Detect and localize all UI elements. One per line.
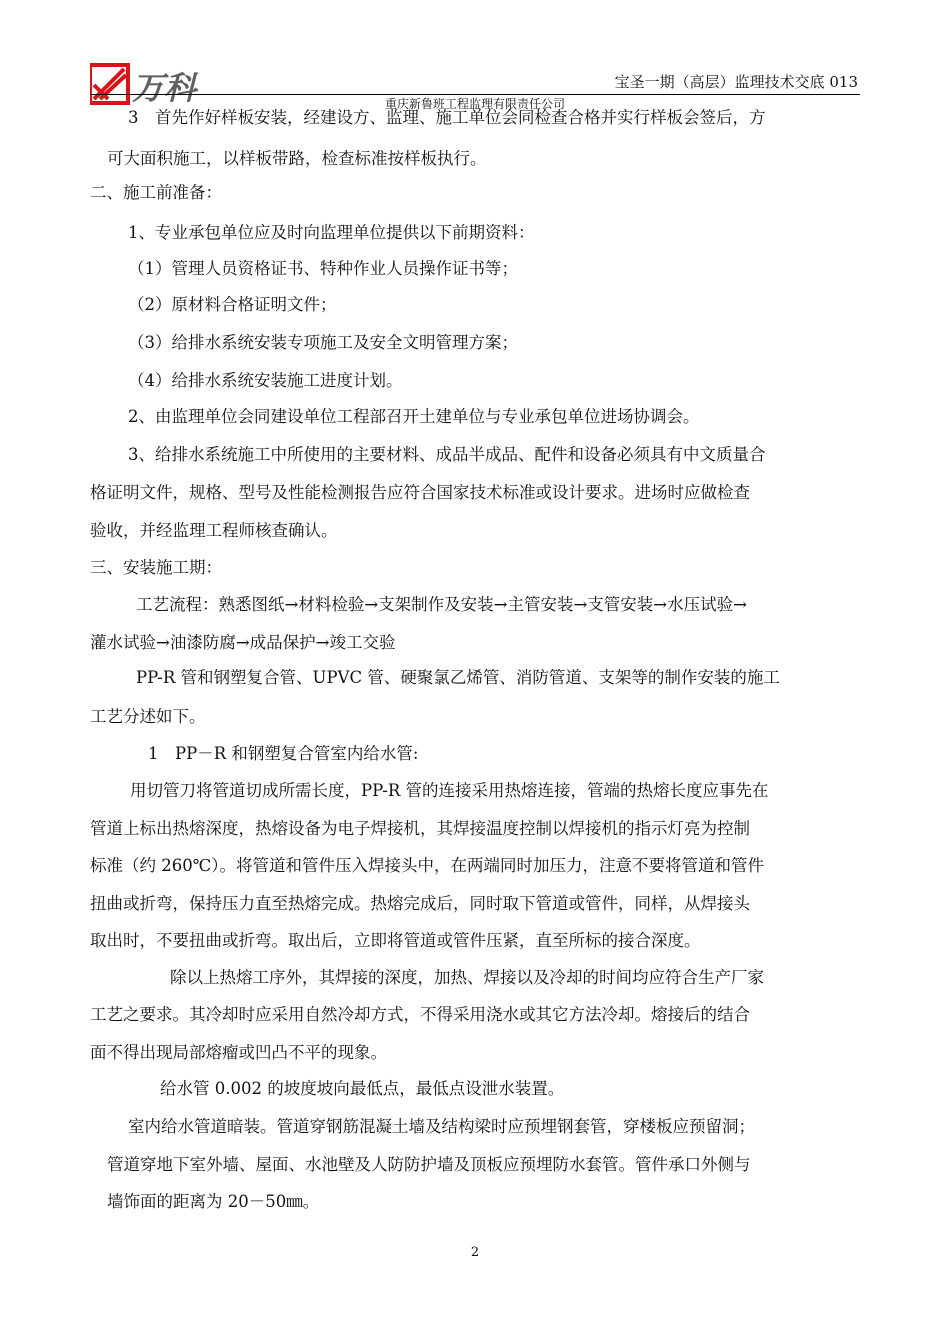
body-line: 2、由监理单位会同建设单位工程部召开土建单位与专业承包单位进场协调会。	[128, 407, 700, 426]
body-line: 工艺之要求。其冷却时应采用自然冷却方式，不得采用浇水或其它方法冷却。熔接后的结合	[90, 1005, 750, 1024]
body-line: 3、给排水系统施工中所使用的主要材料、成品半成品、配件和设备必须具有中文质量合	[128, 445, 766, 464]
company-name: 重庆新鲁班工程监理有限责任公司	[384, 97, 565, 111]
body-line: 墙饰面的距离为 20－50㎜。	[107, 1192, 320, 1211]
logo-text: 万科	[132, 69, 197, 107]
body-line: 室内给水管道暗装。管道穿钢筋混凝土墙及结构梁时应预埋钢套管，穿楼板应预留洞；	[128, 1117, 755, 1136]
body-line: 管道上标出热熔深度，热熔设备为电子焊接机，其焊接温度控制以焊接机的指示灯亮为控制	[90, 819, 750, 838]
section-heading: 二、施工前准备：	[90, 183, 222, 202]
body-line: 用切管刀将管道切成所需长度，PP-R 管的连接采用热熔连接，管端的热熔长度应事先在	[130, 781, 769, 800]
list-item: （4）给排水系统安装施工进度计划。	[128, 371, 403, 390]
body-line: 1、专业承包单位应及时向监理单位提供以下前期资料：	[128, 223, 535, 242]
body-line: 验收，并经监理工程师核查确认。	[90, 521, 338, 540]
body-line: 格证明文件，规格、型号及性能检测报告应符合国家技术标准或设计要求。进场时应做检查	[90, 483, 750, 502]
body-line: 标准（约 260℃）。将管道和管件压入焊接头中，在两端同时加压力，注意不要将管道和管件	[90, 856, 764, 875]
body-line: PP-R 管和钢塑复合管、UPVC 管、硬聚氯乙烯管、消防管道、支架等的制作安装的施工	[136, 668, 780, 687]
subsection-heading: 1 PP－R 和钢塑复合管室内给水管:	[148, 744, 419, 763]
body-line: 3 首先作好样板安装，经建设方、监理、施工单位会同检查合格并实行样板会签后，方	[128, 108, 766, 127]
body-line: 管道穿地下室外墙、屋面、水池壁及人防防护墙及顶板应预埋防水套管。管件承口外侧与	[107, 1155, 751, 1174]
body-line: 面不得出现局部熔瘤或凹凸不平的现象。	[90, 1043, 387, 1062]
body-line: 取出时，不要扭曲或折弯。取出后，立即将管道或管件压紧，直至所标的接合深度。	[90, 931, 701, 950]
body-line: 除以上热熔工序外，其焊接的深度，加热、焊接以及冷却的时间均应符合生产厂家	[170, 968, 764, 987]
body-line: 给水管 0.002 的坡度坡向最低点，最低点设泄水装置。	[160, 1079, 565, 1098]
list-item: （1）管理人员资格证书、特种作业人员操作证书等；	[128, 259, 518, 278]
body-line: 扭曲或折弯，保持压力直至热熔完成。热熔完成后，同时取下管道或管件，同样，从焊接头	[90, 894, 750, 913]
body-line: 可大面积施工，以样板带路，检查标准按样板执行。	[107, 149, 487, 168]
list-item: （2）原材料合格证明文件；	[128, 295, 337, 314]
body-line: 灌水试验→油漆防腐→成品保护→竣工交验	[90, 633, 396, 652]
body-line: 工艺流程：熟悉图纸→材料检验→支架制作及安装→主管安装→支管安装→水压试验→	[136, 595, 747, 614]
document-title: 宝圣一期（高层）监理技术交底 013	[614, 73, 858, 91]
body-line: 工艺分述如下。	[90, 707, 206, 726]
list-item: （3）给排水系统安装专项施工及安全文明管理方案；	[128, 333, 518, 352]
section-heading: 三、安装施工期：	[90, 558, 222, 577]
page-number: 2	[470, 1245, 480, 1260]
